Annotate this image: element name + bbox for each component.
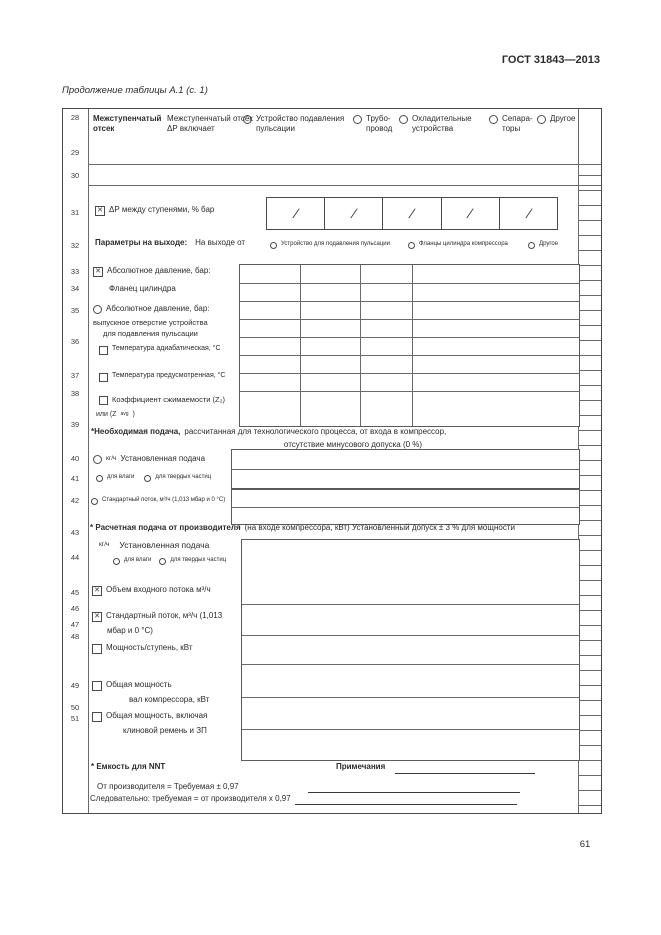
grid-line — [240, 337, 579, 338]
checkbox-icon[interactable] — [92, 644, 102, 654]
absolute-pressure-flange: ✕ Абсолютное давление, бар: — [93, 266, 211, 277]
row-number: 49 — [70, 681, 80, 690]
standard-number: ГОСТ 31843—2013 — [501, 54, 600, 66]
checkbox-checked-icon[interactable]: ✕ — [93, 267, 103, 277]
radio-icon[interactable] — [93, 305, 102, 314]
grid-line — [240, 301, 579, 302]
grid-line — [360, 265, 361, 426]
manufacturer-formula-1: От производителя = Требуемая ± 0,97 — [97, 782, 239, 791]
row-number: 51 — [70, 714, 80, 723]
installed-flow-kg: кг/ч Установленная подача — [93, 454, 205, 464]
compressibility-factor: Коэффициент сжимаемости (Z₂) — [99, 395, 225, 405]
dp-entry-cells[interactable] — [266, 197, 558, 230]
dp-between-stages: ✕ ΔР между ступенями, % бар — [95, 205, 214, 216]
row-number: 35 — [70, 306, 80, 315]
moisture-solid-options-1: для влаги для твердых частиц — [96, 474, 211, 482]
grid-line — [300, 265, 301, 426]
standard-flow-checked: ✕ Стандартный поток, м³/ч (1,013 — [92, 611, 222, 622]
outlet-device-line3: для подавления пульсации — [103, 329, 198, 338]
interstage-dp-label: Межступенчатый отсек ΔР включает — [167, 114, 253, 134]
entry-cell[interactable]: / — [292, 206, 300, 221]
moisture-solid-options-2: для влаги для твердых частиц — [113, 557, 226, 565]
radio-icon[interactable] — [144, 475, 151, 482]
outlet-parameters-label: Параметры на выходе: На выходе от — [95, 238, 246, 247]
grid-line — [242, 635, 579, 636]
cylinder-flange-label: Фланец цилиндра — [109, 284, 176, 293]
checkbox-checked-icon[interactable]: ✕ — [92, 612, 102, 622]
option-outlet-pulsation-device: Устройство для подавления пульсации — [270, 241, 390, 249]
row-number: 33 — [70, 267, 80, 276]
pressure-data-grid[interactable] — [239, 264, 580, 427]
grid-line — [412, 265, 413, 426]
required-flow-note-line2: отсутствие минусового допуска (0 %) — [283, 440, 423, 449]
blank-line[interactable] — [308, 792, 520, 793]
radio-icon[interactable] — [91, 498, 98, 505]
checkbox-icon[interactable] — [92, 712, 102, 722]
row-number: 37 — [70, 371, 80, 380]
radio-icon[interactable] — [270, 242, 277, 249]
grid-line — [242, 604, 579, 605]
entry-cell[interactable]: / — [382, 198, 440, 229]
standard-flow-entry-box[interactable] — [231, 489, 580, 525]
section-divider — [88, 164, 601, 165]
option-pulsation-device: Устройство подавления пульсации — [243, 114, 355, 135]
required-flow-note: *Необходимая подача, рассчитанная для технологического процесса, от входа в компрессор, — [91, 427, 447, 436]
total-power: Общая мощность — [92, 680, 172, 691]
checkbox-checked-icon[interactable]: ✕ — [95, 206, 105, 216]
row-number: 39 — [70, 420, 80, 429]
checkbox-icon[interactable] — [99, 346, 108, 355]
radio-icon[interactable] — [489, 115, 498, 124]
row-number: 30 — [70, 171, 80, 180]
blank-line[interactable] — [295, 804, 517, 805]
grid-line — [240, 391, 579, 392]
row-number: 32 — [70, 241, 80, 250]
table-caption: Продолжение таблицы А.1 (с. 1) — [62, 85, 208, 96]
radio-icon[interactable] — [93, 455, 102, 464]
option-other: Другое — [537, 114, 593, 124]
option-pipeline: Трубо-провод — [353, 114, 399, 135]
row-number: 40 — [70, 454, 80, 463]
row-number: 41 — [70, 474, 80, 483]
grid-line — [242, 697, 579, 698]
radio-icon[interactable] — [113, 558, 120, 565]
option-outlet-cylinder-flanges: Фланцы цилиндра компрессора — [408, 241, 508, 249]
grid-line — [232, 469, 579, 470]
absolute-pressure-outlet: Абсолютное давление, бар: — [93, 304, 210, 314]
grid-line — [242, 664, 579, 665]
row-number: 42 — [70, 496, 80, 505]
flow-entry-box[interactable] — [231, 449, 580, 489]
row-number: 34 — [70, 284, 80, 293]
notes-blank-line[interactable] — [395, 773, 535, 774]
right-column-cells — [579, 161, 601, 812]
radio-icon[interactable] — [537, 115, 546, 124]
total-power-including: Общая мощность, включая — [92, 711, 207, 722]
option-cooling-devices: Охладительные устройства — [399, 114, 489, 135]
radio-icon[interactable] — [96, 475, 103, 482]
entry-cell[interactable]: / — [499, 198, 557, 229]
checkbox-checked-icon[interactable]: ✕ — [92, 586, 102, 596]
power-per-stage: Мощность/ступень, кВт — [92, 643, 193, 654]
row-number: 47 — [70, 620, 80, 629]
radio-icon[interactable] — [528, 242, 535, 249]
radio-icon[interactable] — [353, 115, 362, 124]
installed-flow-manufacturer: кг/ч Установленная подача — [99, 540, 210, 550]
page-number: 61 — [579, 839, 591, 850]
entry-cell[interactable]: / — [441, 198, 499, 229]
row-number: 44 — [70, 553, 80, 562]
row-number: 29 — [70, 148, 80, 157]
radio-icon[interactable] — [243, 115, 252, 124]
row-number: 28 — [70, 113, 80, 122]
adiabatic-temperature: Температура адиабатическая, °С — [99, 345, 221, 355]
row-number: 31 — [70, 208, 80, 217]
interstage-section-label: Межступенчатый отсек — [93, 114, 162, 134]
form-table — [62, 108, 602, 814]
inlet-volume-flow: ✕ Объем входного потока м³/ч — [92, 585, 211, 596]
outlet-device-line2: выпускное отверстие устройства — [93, 318, 208, 327]
section-divider — [88, 185, 601, 186]
notes-label: Примечания — [336, 762, 386, 771]
grid-line — [240, 283, 579, 284]
row-number: 36 — [70, 337, 80, 346]
manufacturer-flow-note: * Расчетная подача от производителя (на входе компрессора, кВт) Установленный допуск ± 3 % для мощности — [90, 523, 515, 532]
grid-line — [232, 507, 579, 508]
option-separators: Сепара-торы — [489, 114, 539, 135]
grid-line — [240, 355, 579, 356]
checkbox-icon[interactable] — [99, 396, 108, 405]
number-column-divider — [88, 109, 89, 813]
grid-line — [240, 319, 579, 320]
radio-icon[interactable] — [408, 242, 415, 249]
grid-line — [242, 729, 579, 730]
row-number: 48 — [70, 632, 80, 641]
design-temperature: Температура предусмотренная, °С — [99, 372, 225, 382]
manufacturer-formula-2: Следовательно: требуемая = от производителя х 0,97 — [90, 794, 291, 803]
row-number: 45 — [70, 588, 80, 597]
checkbox-icon[interactable] — [92, 681, 102, 691]
row-number: 43 — [70, 528, 80, 537]
nnt-capacity-label: * Емкость для NNT — [91, 762, 166, 771]
power-data-grid[interactable] — [241, 539, 580, 761]
total-power-including-line2: клиновой ремень и ЗП — [123, 726, 207, 735]
standard-flow-line2: мбар и 0 °С) — [107, 626, 153, 635]
standard-flow-option: Стандартный поток, м³/ч (1,013 мбар и 0 °С) — [91, 497, 225, 505]
total-power-line2: вал компрессора, кВт — [129, 695, 210, 704]
option-outlet-other: Другое — [528, 241, 558, 249]
row-number: 46 — [70, 604, 80, 613]
radio-icon[interactable] — [159, 558, 166, 565]
entry-cell[interactable]: / — [324, 198, 382, 229]
checkbox-icon[interactable] — [99, 373, 108, 382]
grid-line — [240, 373, 579, 374]
radio-icon[interactable] — [399, 115, 408, 124]
row-number: 50 — [70, 703, 80, 712]
row-number: 38 — [70, 389, 80, 398]
compressibility-avg: или (Z avg ) — [96, 411, 135, 418]
